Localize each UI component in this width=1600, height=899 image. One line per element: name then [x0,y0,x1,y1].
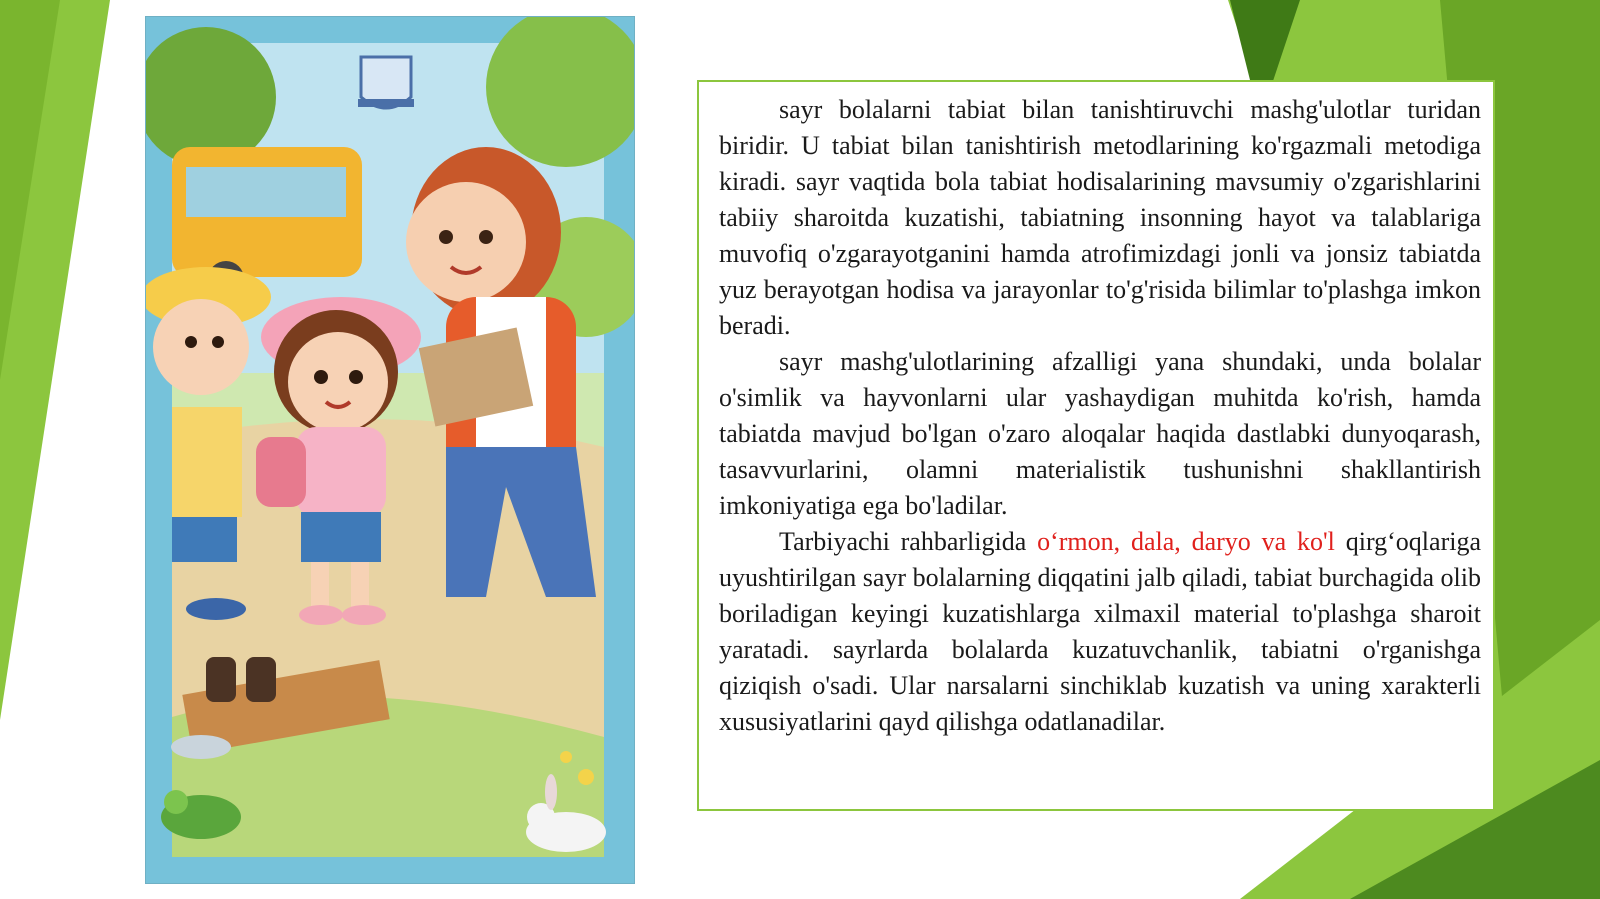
paragraph-3 [719,524,1481,740]
paragraph-2: sayr mashg'ulotlarining afzalligi yana shundaki, unda bolalar o'simlik va hayvonlarni ular yashaydigan muhitda ko'rish, hamda tabiatda mavjud bo'lgan o'zaro aloqalar haqida dastlabki dunyoqarash, tasavvurlarini, olamni materialistik tushunishni shakllantirish imkoniyatiga ega bo'ladilar. [719,347,1481,520]
highlighted-places: o‘rmon, dala, daryo va ko'l [1037,527,1335,556]
paragraph-1: sayr bolalarni tabiat bilan tanishtiruvchi mashg'ulotlar turidan biridir. U tabiat bilan tanishtirish metodlarining ko'rgazmali metodiga kiradi. sayr vaqtida bola tabiat hodisalarining mavsumiy o'zgarishlarini tabiiy sharoitda kuzatishi, tabiatning insonning hayot va talablariga muvofiq o'zgarayotganini hamda atrofimizdagi jonli va jonsiz tabiatda yuz berayotgan hodisa va jarayonlar to'g'risida bilimlar to'plashga imkon beradi. [719,95,1481,340]
school-crest-logo [358,57,414,108]
paragraph-3-start: Tarbiyachi rahbarligida [779,527,1038,556]
illustration-panel [146,17,634,883]
content-text-box [697,80,1495,811]
paragraph-3-end: qirg‘oqlariga uyushtirilgan sayr bolalarning diqqatini jalb qiladi, tabiat burchagida olib boriladigan keyingi kuzatishlarga xilmaxil material to'plashga sharoit yaratadi. sayrlarda bolalarda kuzatuvchanlik, tabiatni o'rganishga qiziqish o'sadi. Ular narsalarni sinchiklab kuzatish va uning xarakterli xususiyatlarini qayd qilishga odatlanadilar. [719,527,1481,736]
children-nature-walk-illustration [146,17,634,883]
